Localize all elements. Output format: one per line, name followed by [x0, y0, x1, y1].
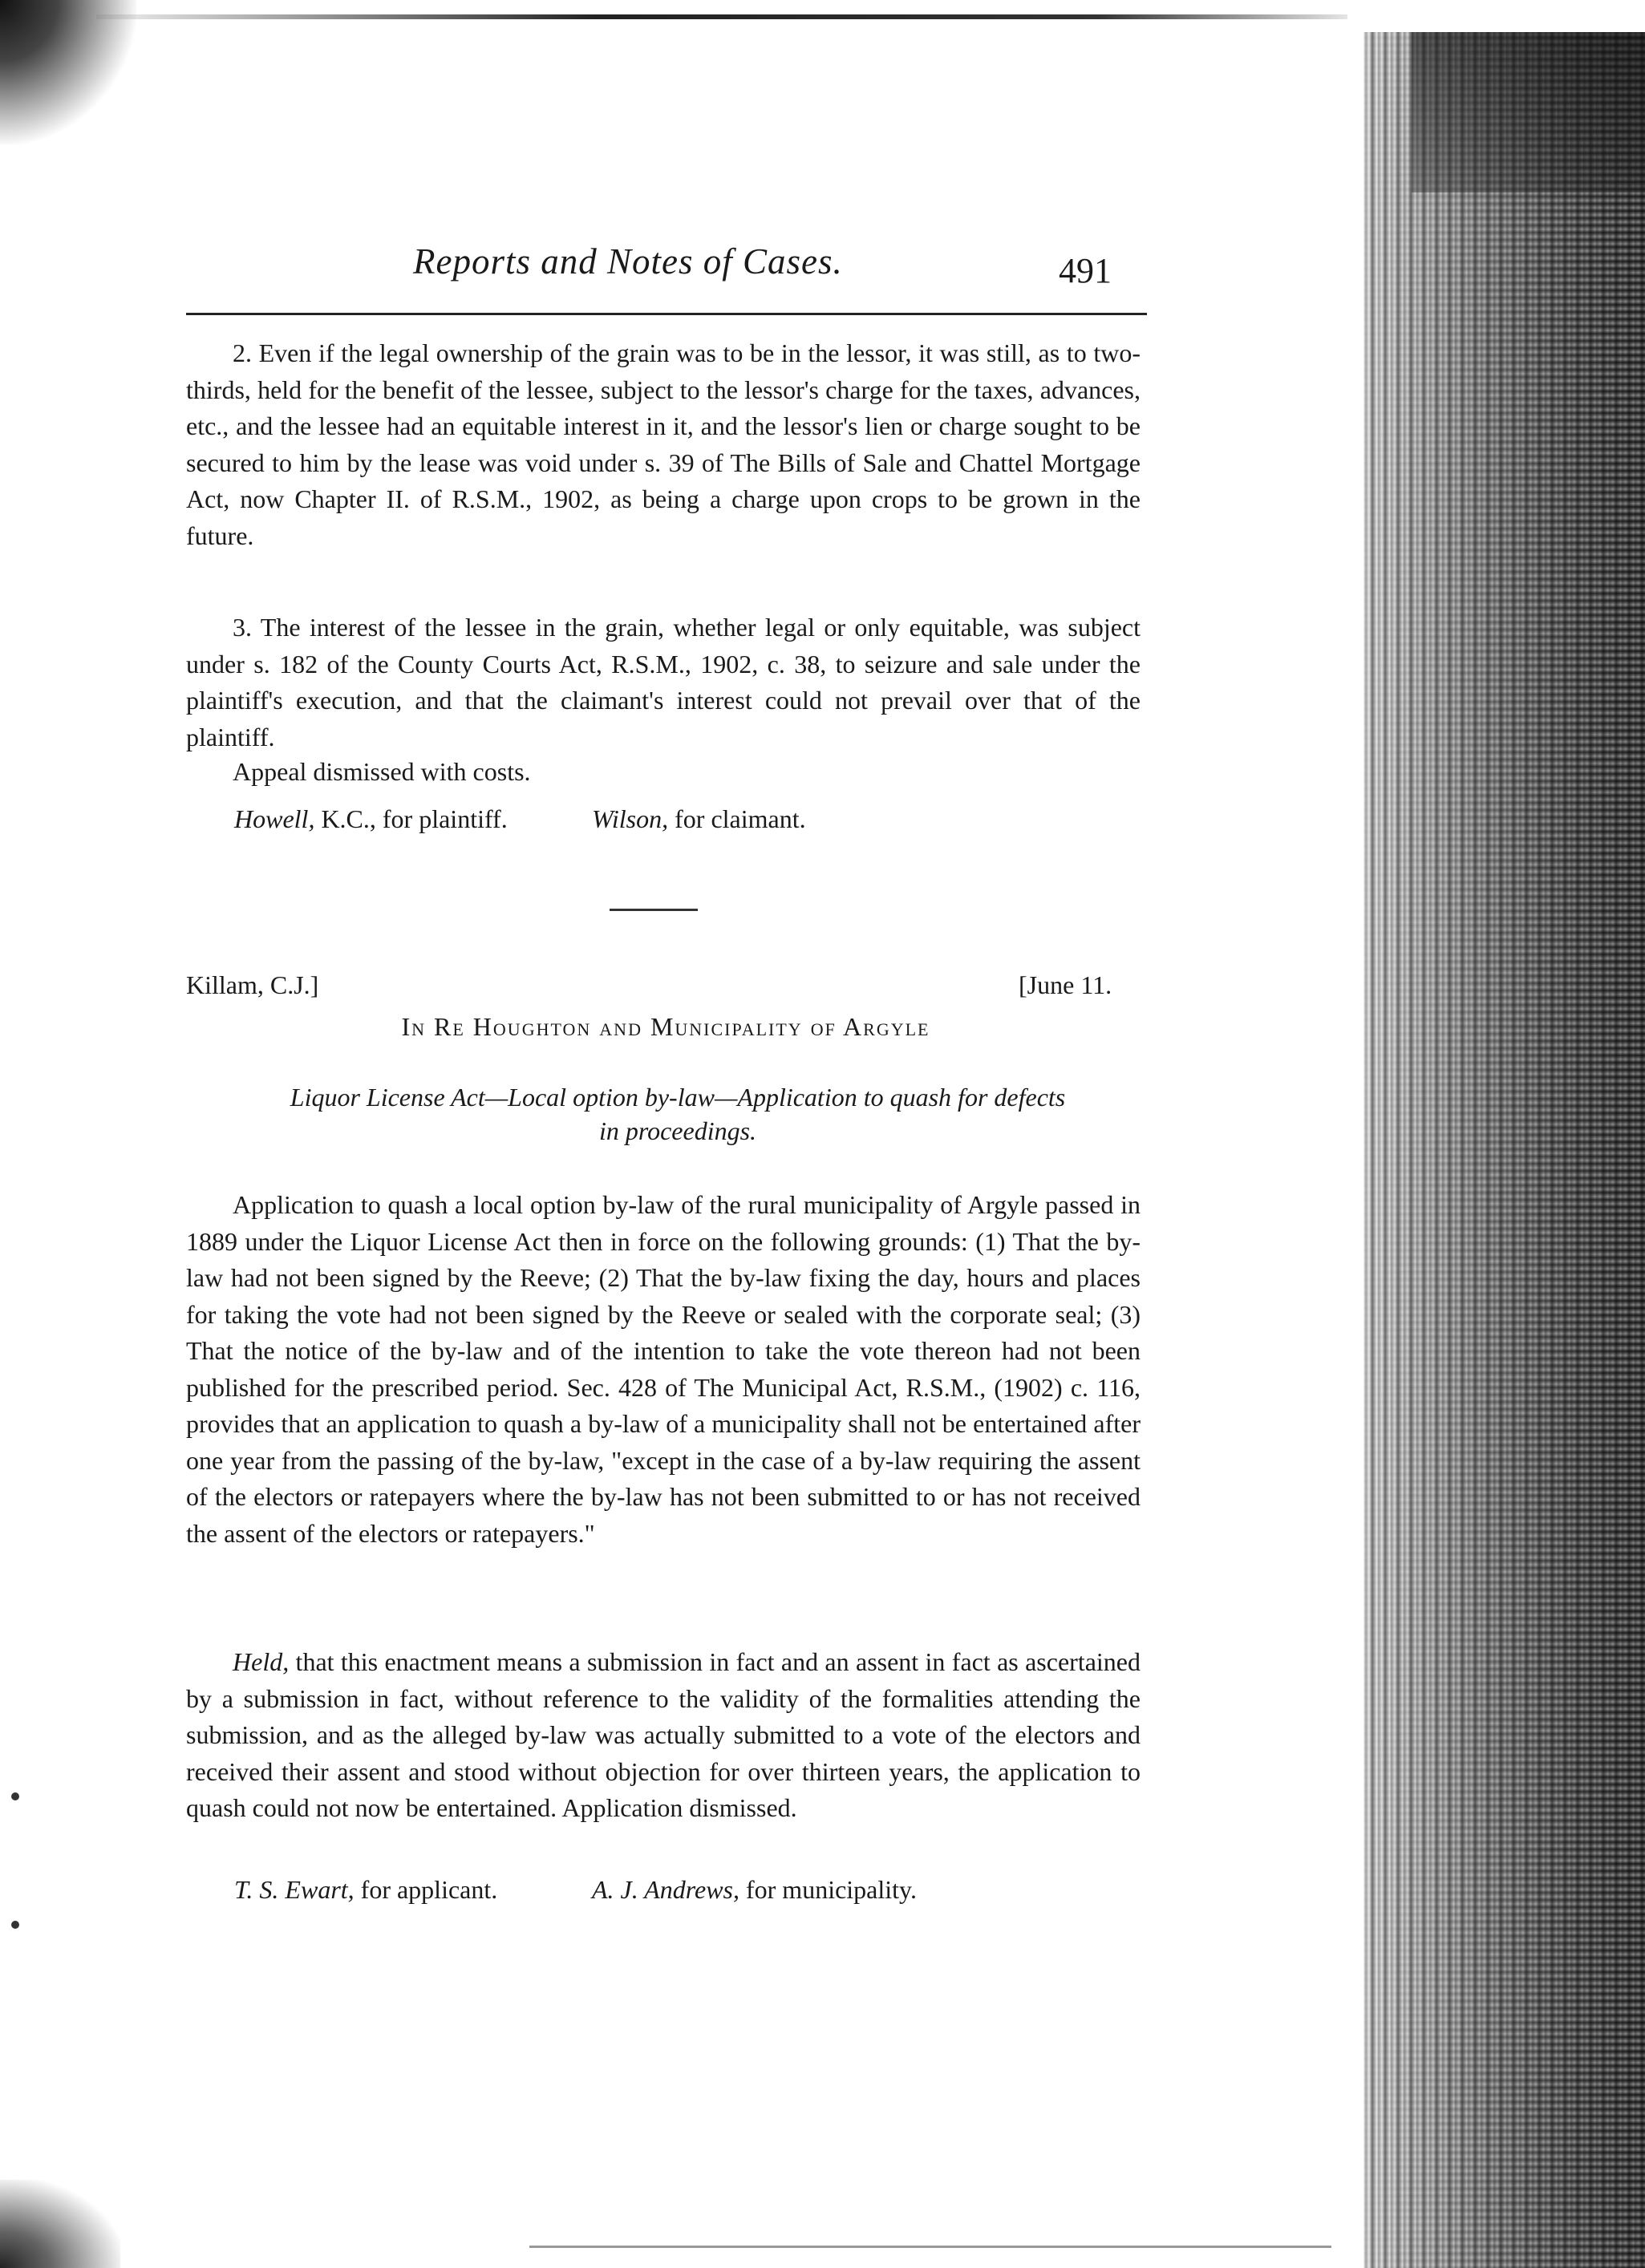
- counsel-plaintiff-role: K.C., for plaintiff.: [321, 804, 508, 833]
- scan-punch-mark: [11, 1921, 19, 1929]
- held-text: that this enactment means a submission in fact and an assent in fact as ascertained by a submission in fact, without reference to the validity of the formalities attending the submission, and as the alleged by-law was actually submitted to a vote of the electors and received their assent and stood without objection for over thirteen years, the application to quash could not now be entertained. Application dismissed.: [186, 1647, 1141, 1822]
- header-rule: [186, 313, 1147, 315]
- section-divider: [610, 909, 698, 911]
- counsel-applicant-role: for applicant.: [360, 1875, 498, 1904]
- counsel-municipality: [592, 1875, 917, 1905]
- scan-spine-shadow: [1412, 32, 1645, 192]
- counsel-claimant: [592, 804, 806, 834]
- facts-text: Application to quash a local option by-law of the rural municipality of Argyle passed in 1889 under the Liquor License Act then in force on the following grounds: (1) That the by-law had not been signed by the Reeve; (2) That the by-law fixing the day, hours and places for taking the vote had not been signed by the Reeve or sealed with the corporate seal; (3) That the notice of the by-law and of the intention to take the vote thereon had not been published for the prescribed period. Sec. 428 of The Municipal Act, R.S.M., (1902) c. 116, provides that an application to quash a by-law of a municipality shall not be entertained after one year from the passing of the by-law, "except in the case of a by-law requiring the assent of the electors or ratepayers where the by-law has not been submitted to or has not received the assent of the electors or ratepayers.": [186, 1190, 1141, 1548]
- counsel-applicant: [234, 1875, 497, 1905]
- counsel-plaintiff-name: Howell,: [234, 804, 315, 833]
- judge-line: Killam, C.J.]: [186, 970, 319, 999]
- held-label: Held,: [233, 1647, 290, 1676]
- disposition-paragraph: [186, 754, 1141, 791]
- holding-paragraph-3: [186, 610, 1141, 755]
- running-header-title: Reports and Notes of Cases.: [413, 241, 843, 281]
- decision-date: [June 11.: [1019, 970, 1112, 999]
- counsel-municipality-name: A. J. Andrews,: [592, 1875, 739, 1904]
- counsel-plaintiff: [234, 804, 508, 834]
- disposition-text: Appeal dismissed with costs.: [233, 757, 531, 786]
- counsel-claimant-role: for claimant.: [675, 804, 806, 833]
- page-number: 491: [1059, 251, 1112, 290]
- scan-shadow-bottom-left: [0, 2180, 120, 2268]
- headnote: [213, 1080, 1143, 1148]
- held-paragraph: [186, 1644, 1141, 1827]
- scan-shadow-top-left: [0, 0, 136, 144]
- facts-paragraph: [186, 1187, 1141, 1552]
- counsel-municipality-role: for municipality.: [745, 1875, 917, 1904]
- holding-paragraph-2: [186, 335, 1141, 554]
- case-title: In Re Houghton and Municipality of Argyle: [401, 1012, 930, 1041]
- holding-paragraph-3-text: 3. The interest of the lessee in the grain, whether legal or only equitable, was subject under s. 182 of the County Courts Act, R.S.M., 1902, c. 38, to seizure and sale under the plaintiff's execution, and that the claimant's interest could not prevail over that of the plaintiff.: [186, 613, 1141, 751]
- headnote-line-2: in proceedings.: [598, 1116, 757, 1145]
- holding-paragraph-2-text: 2. Even if the legal ownership of the grain was to be in the lessor, it was still, as to two-thirds, held for the benefit of the lessee, subject to the lessor's charge for the taxes, advances, etc., and the lessee had an equitable interest in it, and the lessor's lien or charge sought to be secured to him by the lease was void under s. 39 of The Bills of Sale and Chattel Mortgage Act, now Chapter II. of R.S.M., 1902, as being a charge upon crops to be grown in the future.: [186, 338, 1141, 550]
- scan-top-edge: [96, 14, 1347, 19]
- headnote-line-1: Liquor License Act—Local option by-law—Application to quash for defects: [290, 1083, 1066, 1112]
- scan-bottom-edge: [529, 2246, 1331, 2248]
- counsel-applicant-name: T. S. Ewart,: [234, 1875, 355, 1904]
- scan-book-spine-edge: [1363, 32, 1645, 2268]
- counsel-claimant-name: Wilson,: [592, 804, 669, 833]
- scan-punch-mark: [11, 1792, 19, 1800]
